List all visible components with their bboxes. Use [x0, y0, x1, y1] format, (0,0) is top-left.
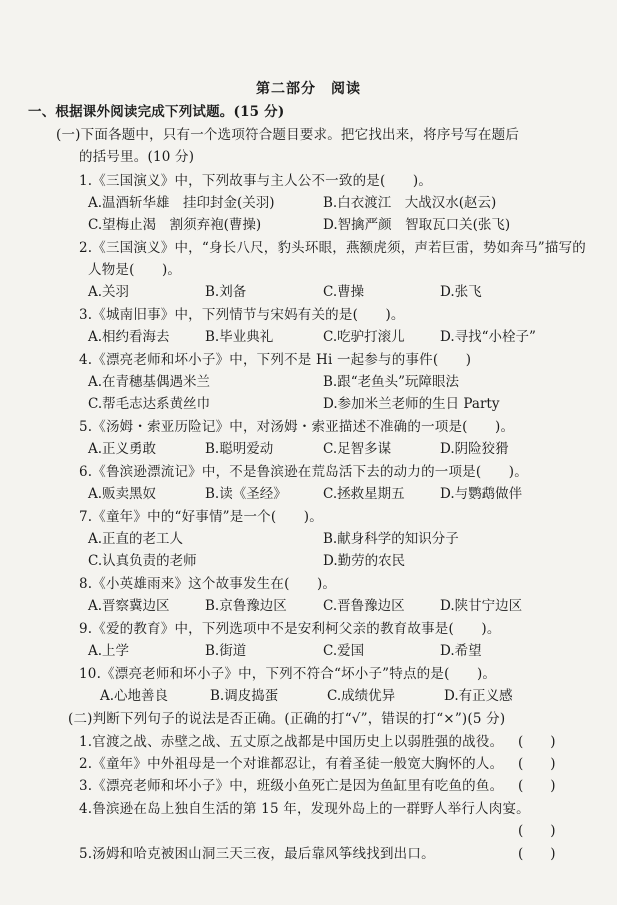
judgment-5-answer-blank: ( ) [518, 846, 556, 862]
question-8-option-b: B.京鲁豫边区 [205, 598, 287, 614]
question-1-stem: 1.《三国演义》中，下列故事与主人公不一致的是( )。 [79, 173, 433, 189]
question-8-stem: 8.《小英雄雨来》这个故事发生在( )。 [79, 576, 337, 592]
question-7-option-a: A.正直的老工人 [88, 531, 184, 547]
question-2-option-c: C.曹操 [323, 284, 365, 300]
question-1-option-c: C.望梅止渴 割须弃袍(曹操) [88, 217, 262, 233]
question-3-option-c: C.吃驴打滚儿 [323, 329, 405, 345]
question-4-option-c: C.帮毛志达系黄丝巾 [88, 396, 211, 412]
question-2-option-b: B.刘备 [205, 284, 247, 300]
question-2-stem: 2.《三国演义》中，“身长八尺，豹头环眼，燕额虎须，声若巨雷，势如奔马”描写的 [79, 240, 586, 256]
part2-instruction: (二)判断下列句子的说法是否正确。(正确的打“√”，错误的打“×”)(5 分) [68, 711, 506, 727]
judgment-2: 2.《童年》中外祖母是一个对谁都忍让，有着圣徒一般宽大胸怀的人。 [79, 756, 504, 772]
question-6-option-d: D.与鹦鹉做伴 [440, 486, 523, 502]
question-7-option-d: D.勤劳的农民 [323, 553, 406, 569]
question-10-stem: 10.《漂亮老师和坏小子》中，下列不符合“坏小子”特点的是( )。 [79, 666, 497, 682]
judgment-3-answer-blank: ( ) [518, 778, 556, 794]
question-6-option-c: C.拯救星期五 [323, 486, 405, 502]
question-10-option-c: C.成绩优异 [327, 688, 396, 704]
question-5-option-a: A.正义勇敢 [88, 441, 157, 457]
question-9-option-b: B.街道 [205, 643, 247, 659]
question-9-stem: 9.《爱的教育》中，下列选项中不是安利柯父亲的教育故事是( )。 [79, 621, 501, 637]
question-7-option-b: B.献身科学的知识分子 [323, 531, 459, 547]
question-10-option-a: A.心地善良 [100, 688, 169, 704]
question-9-option-c: C.爱国 [323, 643, 365, 659]
question-5-option-b: B.聪明爱动 [205, 441, 274, 457]
question-7-option-c: C.认真负责的老师 [88, 553, 197, 569]
question-9-option-d: D.希望 [440, 643, 482, 659]
judgment-2-answer-blank: ( ) [518, 756, 556, 772]
judgment-3: 3.《漂亮老师和坏小子》中，班级小鱼死亡是因为鱼缸里有吃鱼的鱼。 [79, 778, 504, 794]
question-6-option-a: A.贩卖黑奴 [88, 486, 157, 502]
question-8-option-d: D.陕甘宁边区 [440, 598, 523, 614]
judgment-4: 4.鲁滨逊在岛上独自生活的第 15 年，发现外岛上的一群野人举行人肉宴。 [79, 801, 530, 817]
question-3-stem: 3.《城南旧事》中，下列情节与宋妈有关的是( )。 [79, 307, 405, 323]
question-5-option-c: C.足智多谋 [323, 441, 392, 457]
page-title: 第二部分 阅读 [256, 81, 361, 97]
question-5-option-d: D.阴险狡猾 [440, 441, 509, 457]
question-3-option-d: D.寻找“小栓子” [440, 329, 536, 345]
question-10-option-d: D.有正义感 [444, 688, 513, 704]
question-1-option-b: B.白衣渡江 大战汉水(赵云) [323, 195, 497, 211]
judgment-5: 5.汤姆和哈克被困山洞三天三夜，最后靠风筝线找到出口。 [79, 846, 435, 862]
part1-instruction-line1: (一)下面各题中，只有一个选项符合题目要求。把它找出来，将序号写在题后 [56, 127, 520, 143]
question-4-stem: 4.《漂亮老师和坏小子》中，下列不是 Hi 一起参与的事件( ) [79, 352, 472, 368]
judgment-1-answer-blank: ( ) [518, 734, 556, 750]
question-1-option-a: A.温酒斩华雄 挂印封金(关羽) [88, 195, 275, 211]
question-6-stem: 6.《鲁滨逊漂流记》中，不是鲁滨逊在荒岛活下去的动力的一项是( )。 [79, 464, 528, 480]
question-4-option-a: A.在青穗基偶遇米兰 [88, 374, 211, 390]
question-4-option-d: D.参加米兰老师的生日 Party [323, 396, 500, 412]
question-7-stem: 7.《童年》中的“好事情”是一个( )。 [79, 509, 323, 525]
question-9-option-a: A.上学 [88, 643, 130, 659]
section-heading: 一、根据课外阅读完成下列试题。(15 分) [28, 104, 285, 120]
question-10-option-b: B.调皮捣蛋 [210, 688, 279, 704]
question-6-option-b: B.读《圣经》 [205, 486, 287, 502]
question-4-option-b: B.跟“老鱼头”玩障眼法 [323, 374, 460, 390]
question-2-option-d: D.张飞 [440, 284, 482, 300]
question-3-option-b: B.毕业典礼 [205, 329, 274, 345]
question-1-option-d: D.智擒严颜 智取瓦口关(张飞) [323, 217, 511, 233]
question-8-option-c: C.晋鲁豫边区 [323, 598, 405, 614]
question-8-option-a: A.晋察冀边区 [88, 598, 170, 614]
question-2-option-a: A.关羽 [88, 284, 130, 300]
question-2-stem-cont: 人物是( )。 [88, 262, 182, 278]
question-3-option-a: A.相约看海去 [88, 329, 170, 345]
question-5-stem: 5.《汤姆・索亚历险记》中，对汤姆・索亚描述不准确的一项是( )。 [79, 419, 515, 435]
judgment-4-answer-blank: ( ) [518, 823, 556, 839]
part1-instruction-line2: 的括号里。(10 分) [79, 149, 195, 165]
judgment-1: 1.官渡之战、赤壁之战、五丈原之战都是中国历史上以弱胜强的战役。 [79, 734, 504, 750]
